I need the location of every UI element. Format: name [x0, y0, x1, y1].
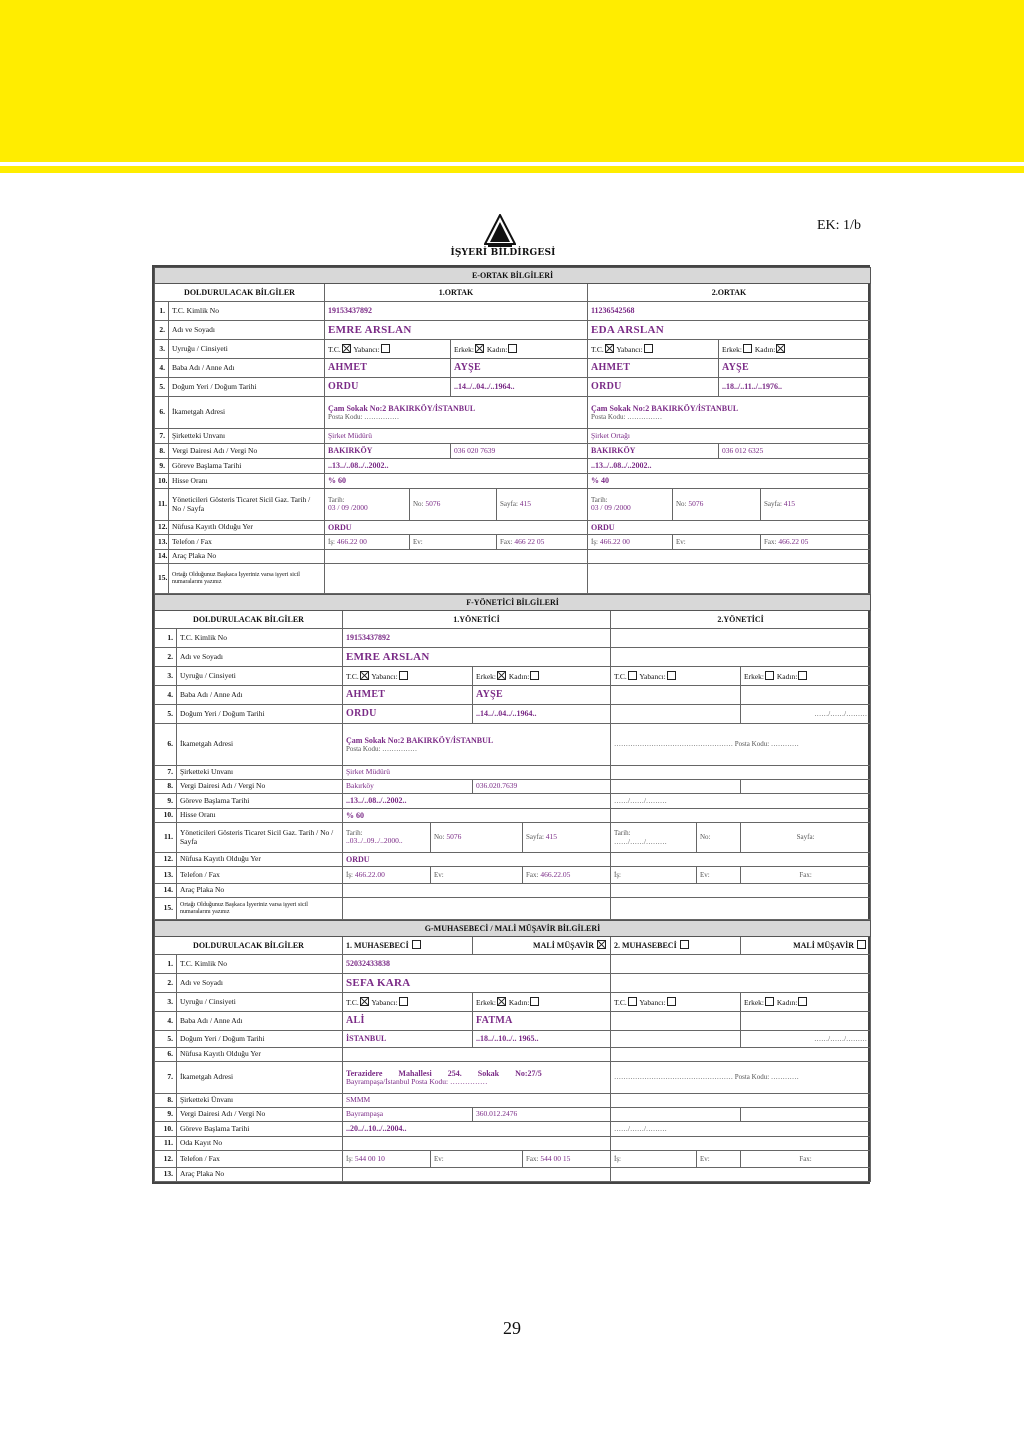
checkbox-icon — [680, 940, 689, 949]
muhasebeci2-phone: İş: — [611, 1151, 697, 1168]
muhasebeci2-birthplace — [611, 1031, 741, 1048]
ortak2-gazette-no: No: 5076 — [673, 489, 761, 521]
ortak1-gender: Erkek: Kadın: — [451, 340, 588, 359]
ortak2-phone: İş: 466.22 00 — [588, 535, 673, 550]
row-label: Nüfusa Kayıtlı Olduğu Yer — [169, 521, 325, 535]
ortak1-tc: 19153437892 — [325, 302, 588, 321]
yonetici1-gazette-no: No: 5076 — [431, 823, 523, 853]
top-yellow-banner — [0, 0, 1024, 162]
checkbox-icon — [628, 997, 637, 1006]
checkbox-checked-icon — [342, 344, 351, 353]
yonetici2-registry — [611, 853, 871, 867]
yonetici2-gazette-no: No: — [697, 823, 741, 853]
yonetici1-fax: Fax: 466.22.05 — [523, 867, 611, 884]
row-label: Yöneticileri Gösteris Ticaret Sicil Gaz. Tarih / No / Sayfa — [169, 489, 325, 521]
muhasebeci1-start-date: ..20../..10../..2004.. — [343, 1122, 611, 1137]
yonetici1-registry: ORDU — [343, 853, 611, 867]
checkbox-icon — [412, 940, 421, 949]
yonetici1-share: % 60 — [343, 809, 611, 823]
ortak1-mother: AYŞE — [451, 359, 588, 378]
checkbox-icon — [530, 671, 539, 680]
yonetici2-title — [611, 766, 871, 780]
yonetici1-title: Şirket Müdürü — [343, 766, 611, 780]
yonetici2-start-date: ……/……/……… — [611, 794, 871, 809]
checkbox-icon — [798, 671, 807, 680]
ortak2-gender: Erkek: Kadın: — [719, 340, 871, 359]
ortak2-registry: ORDU — [588, 521, 871, 535]
column-header-ortak-2: 2.ORTAK — [588, 284, 871, 302]
ortak1-plate — [325, 550, 588, 564]
checkbox-icon — [628, 671, 637, 680]
checkbox-checked-icon — [605, 344, 614, 353]
ortak1-start-date: ..13../..08../..2002.. — [325, 459, 588, 474]
yonetici1-mother: AYŞE — [473, 686, 611, 705]
column-header-yonetici-1: 1.YÖNETİCİ — [343, 611, 611, 629]
sgk-logo-icon — [484, 214, 516, 248]
muhasebeci2-gender: Erkek: Kadın: — [741, 993, 871, 1012]
form-title: İŞYERİ BİLDİRGESİ — [450, 248, 556, 258]
muhasebeci1-fax: Fax: 544 00 15 — [523, 1151, 611, 1168]
column-header-mali-musavir-1: MALİ MÜŞAVİR — [473, 937, 611, 955]
row-label: Ortağı Olduğunuz Başkaca İşyeriniz varsa işyeri sicil numaralarını yazınız — [177, 898, 343, 920]
ortak1-gazette-no: No: 5076 — [410, 489, 497, 521]
page-number: 29 — [503, 1318, 521, 1338]
muhasebeci2-fax: Fax: — [741, 1151, 871, 1168]
checkbox-icon — [857, 940, 866, 949]
row-label: İkametgah Adresi — [177, 1062, 343, 1094]
row-label: Vergi Dairesi Adı / Vergi No — [177, 1108, 343, 1122]
muhasebeci2-registry — [611, 1048, 871, 1062]
ortak2-title: Şirket Ortağı — [588, 429, 871, 444]
row-label: Vergi Dairesi Adı / Vergi No — [177, 780, 343, 794]
muhasebeci1-plate — [343, 1168, 611, 1182]
ortak2-gazette-date: Tarih: 03 / 09 /2000 — [588, 489, 673, 521]
ortak2-tax-no: 036 012 6325 — [719, 444, 871, 459]
yonetici2-mother — [741, 686, 871, 705]
row-label: Telefon / Fax — [169, 535, 325, 550]
ortak2-birthplace: ORDU — [588, 378, 719, 397]
row-label: Baba Adı / Anne Adı — [177, 686, 343, 705]
column-header-label: DOLDURULACAK BİLGİLER — [155, 611, 343, 629]
muhasebeci1-home: Ev: — [431, 1151, 523, 1168]
section-g-title: G-MUHASEBECİ / MALİ MÜŞAVİR BİLGİLERİ — [155, 921, 871, 937]
checkbox-icon — [381, 344, 390, 353]
yonetici2-birthplace — [611, 705, 741, 724]
ortak2-address: Çam Sokak No:2 BAKIRKÖY/İSTANBUL Posta Kodu: …………… — [588, 397, 871, 429]
row-label: T.C. Kimlik No — [177, 629, 343, 648]
muhasebeci1-address: Terazidere Mahallesi 254. Sokak No:27/5 Bayrampaşa/İstanbul Posta Kodu: …………… — [343, 1062, 611, 1094]
yonetici2-nationality: T.C. Yabancı: — [611, 667, 741, 686]
yonetici1-name: EMRE ARSLAN — [343, 648, 611, 667]
yonetici2-address: …………………………………………… Posta Kodu: ………… — [611, 724, 871, 766]
column-header-yonetici-2: 2.YÖNETİCİ — [611, 611, 871, 629]
row-label: Ortağı Olduğunuz Başkaca İşyeriniz varsa işyeri sicil numaralarını yazınız — [169, 564, 325, 594]
ortak1-share: % 60 — [325, 474, 588, 489]
muhasebeci2-name — [611, 974, 871, 993]
yonetici2-share — [611, 809, 871, 823]
checkbox-icon — [667, 671, 676, 680]
muhasebeci1-phone: İş: 544 00 10 — [343, 1151, 431, 1168]
yonetici2-plate — [611, 884, 871, 898]
muhasebeci2-chamber-no — [611, 1137, 871, 1151]
muhasebeci1-tax-no: 360.012.2476 — [473, 1108, 611, 1122]
row-label: Telefon / Fax — [177, 867, 343, 884]
yonetici2-fax: Fax: — [741, 867, 871, 884]
row-label: Telefon / Fax — [177, 1151, 343, 1168]
column-header-muhasebeci-1: 1. MUHASEBECİ — [343, 937, 473, 955]
section-g-table: G-MUHASEBECİ / MALİ MÜŞAVİR BİLGİLERİ DOLDURULACAK BİLGİLER 1. MUHASEBECİ MALİ MÜŞAVİR 2. MUHASEBECİ MALİ MÜŞAVİR 1. T.C. Kimlik No 52032433838 2. Adı ve Soyadı SEFA KARA 3. Uyruğu / Cinsiyeti T.C. Yabancı: Erkek: Kadın: T.C. Yabancı: Erkek: Kadın: 4. Baba Adı / Anne Adı ALİ FATMA 5. Doğum Yeri / Doğum Tarihi İSTANBUL ..18../..10../.. 1965.. ……/……/……… 6. Nüfusa Kayıtlı Olduğu Yer 7. İkametgah Adresi Terazidere Mahallesi 254. Sokak No:27/5 Bayrampaşa/İstanbul Posta Kodu: …………… …………………………………………… Posta Kodu: ………… 8. Şirketteki Ünvanı SMMM 9. Vergi Dairesi Adı / Vergi No Bayrampaşa 360.012.2476 10. Göreve Başlama Tarihi ..20../..10../..2004.. ……/……/……… 11. Oda Kayıt No 12. Telefon / Fax İş: 544 00 10 Ev: Fax: 544 00 15 İş: Ev: Fax: 13. Araç Plaka No — [154, 920, 871, 1182]
checkbox-icon — [399, 997, 408, 1006]
row-label: Doğum Yeri / Doğum Tarihi — [169, 378, 325, 397]
ortak2-share: % 40 — [588, 474, 871, 489]
ortak1-father: AHMET — [325, 359, 451, 378]
column-header-muhasebeci-2: 2. MUHASEBECİ — [611, 937, 741, 955]
yonetici1-tax-office: Bakırköy — [343, 780, 473, 794]
row-label: Uyruğu / Cinsiyeti — [177, 667, 343, 686]
section-e-title: E-ORTAK BİLGİLERİ — [155, 268, 871, 284]
yonetici1-gender: Erkek: Kadın: — [473, 667, 611, 686]
checkbox-checked-icon — [360, 997, 369, 1006]
muhasebeci2-address: …………………………………………… Posta Kodu: ………… — [611, 1062, 871, 1094]
muhasebeci1-birthplace: İSTANBUL — [343, 1031, 473, 1048]
row-label: Araç Plaka No — [177, 1168, 343, 1182]
ortak2-gazette-page: Sayfa: 415 — [761, 489, 871, 521]
section-f-table: F-YÖNETİCİ BİLGİLERİ DOLDURULACAK BİLGİLER 1.YÖNETİCİ 2.YÖNETİCİ 1. T.C. Kimlik No 19153437892 2. Adı ve Soyadı EMRE ARSLAN 3. Uyruğu / Cinsiyeti T.C. Yabancı: Erkek: Kadın: T.C. Yabancı: Erkek: Kadın: 4. Baba Adı / Anne Adı AHMET AYŞE 5. Doğum Yeri / Doğum Tarihi ORDU ..14../..04../..1964.. ……/……/……… 6. İkametgah Adresi Çam Sokak No:2 BAKIRKÖY/İSTANBUL Posta Kodu: …………… …………………………………………… Posta Kodu: ………… 7. Şirketteki Unvanı Şirket Müdürü 8. Vergi Dairesi Adı / Vergi No Bakırköy 036.020.7639 9. Göreve Başlama Tarihi ..13../..08../..2002.. ……/……/……… 10. Hisse Oranı % 60 11. Yöneticileri Gösteris Ticaret Sicil Gaz. Tarih / No / Sayfa Tarih: ..03../..09../..2000.. No: 5076 Sayfa: 415 Tarih: ……/……/……… No: Sayfa: 12. Nüfusa Kayıtlı Olduğu Yer ORDU 13. Telefon / Fax İş: 466.22.00 Ev: Fax: 466.22.05 İş: Ev: Fax: 14. Araç Plaka No 15. Ortağı Olduğunuz Başkaca İşyeriniz varsa işyeri sicil numaralarını yazınız — [154, 594, 871, 920]
yonetici1-gazette-date: Tarih: ..03../..09../..2000.. — [343, 823, 431, 853]
ortak2-fax: Fax: 466.22 05 — [761, 535, 871, 550]
ortak1-gazette-page: Sayfa: 415 — [497, 489, 588, 521]
ortak1-nationality: T.C. Yabancı: — [325, 340, 451, 359]
ortak2-start-date: ..13../..08../..2002.. — [588, 459, 871, 474]
ortak2-mother: AYŞE — [719, 359, 871, 378]
ortak2-other-workplaces — [588, 564, 871, 594]
section-e-table: E-ORTAK BİLGİLERİ DOLDURULACAK BİLGİLER 1.ORTAK 2.ORTAK 1. T.C. Kimlik No 19153437892 11236542568 2. Adı ve Soyadı EMRE ARSLAN EDA ARSLAN 3. Uyruğu / Cinsiyeti T.C. Yabancı: Erkek: Kadın: T.C. Yabancı: Erkek: Kadın: 4. Baba Adı / Anne Adı AHMET AYŞE AHMET AYŞE 5. Doğum Yeri / Doğum Tarihi ORDU ..14../..04../..1964.. ORDU ..18../..11../..1976.. 6. İkametgah Adresi Çam Sokak No:2 BAKIRKÖY/İSTANBUL Posta Kodu: …………… Çam Sokak No:2 BAKIRKÖY/İSTANBUL Posta Kodu: …………… 7. Şirketteki Unvanı Şirket Müdürü Şirket Ortağı 8. Vergi Dairesi Adı / Vergi No BAKIRKÖY 036 020 7639 BAKIRKÖY 036 012 6325 9. Göreve Başlama Tarihi ..13../..08../..2002.. ..13../..08../..2002.. 10. Hisse Oranı % 60 % 40 11. Yöneticileri Gösteris Ticaret Sicil Gaz. Tarih / No / Sayfa Tarih: 03 / 09 /2000 No: 5076 Sayfa: 415 Tarih: 03 / 09 /2000 No: 5076 Sayfa: 415 12. Nüfusa Kayıtlı Olduğu Yer ORDU ORDU 13. Telefon / Fax İş: 466.22 00 Ev: Fax: 466 22 05 İş: 466.22 00 Ev: Fax: 466.22 05 14. Araç Plaka No 15. Ortağı Olduğunuz Başkaca İşyeriniz varsa işyeri sicil numaralarını yazınız — [154, 267, 871, 594]
checkbox-checked-icon — [497, 671, 506, 680]
muhasebeci1-name: SEFA KARA — [343, 974, 611, 993]
ortak1-other-workplaces — [325, 564, 588, 594]
row-label: Adı ve Soyadı — [169, 321, 325, 340]
yonetici2-gazette-date: Tarih: ……/……/……… — [611, 823, 697, 853]
muhasebeci1-tc: 52032433838 — [343, 955, 611, 974]
muhasebeci2-father — [611, 1012, 741, 1031]
row-label: Doğum Yeri / Doğum Tarihi — [177, 705, 343, 724]
ortak1-gazette-date: Tarih: 03 / 09 /2000 — [325, 489, 410, 521]
yonetici2-tax-office — [611, 780, 741, 794]
ortak2-father: AHMET — [588, 359, 719, 378]
row-label: Adı ve Soyadı — [177, 974, 343, 993]
yonetici1-father: AHMET — [343, 686, 473, 705]
muhasebeci1-gender: Erkek: Kadın: — [473, 993, 611, 1012]
row-label: Baba Adı / Anne Adı — [177, 1012, 343, 1031]
checkbox-checked-icon — [360, 671, 369, 680]
muhasebeci1-title: SMMM — [343, 1094, 611, 1108]
yellow-stripe — [0, 166, 1024, 173]
yonetici2-home: Ev: — [697, 867, 741, 884]
yonetici2-gazette-page: Sayfa: — [741, 823, 871, 853]
yonetici2-name — [611, 648, 871, 667]
row-label: Vergi Dairesi Adı / Vergi No — [169, 444, 325, 459]
ortak2-birthdate: ..18../..11../..1976.. — [719, 378, 871, 397]
muhasebeci2-nationality: T.C. Yabancı: — [611, 993, 741, 1012]
yonetici2-other-workplaces — [611, 898, 871, 920]
row-label: Hisse Oranı — [177, 809, 343, 823]
yonetici1-address: Çam Sokak No:2 BAKIRKÖY/İSTANBUL Posta Kodu: …………… — [343, 724, 611, 766]
ortak1-name: EMRE ARSLAN — [325, 321, 588, 340]
yonetici2-tax-no — [741, 780, 871, 794]
ortak2-name: EDA ARSLAN — [588, 321, 871, 340]
checkbox-checked-icon — [497, 997, 506, 1006]
yonetici2-gender: Erkek: Kadın: — [741, 667, 871, 686]
row-label: Nüfusa Kayıtlı Olduğu Yer — [177, 1048, 343, 1062]
row-label: Yöneticileri Gösteris Ticaret Sicil Gaz. Tarih / No / Sayfa — [177, 823, 343, 853]
muhasebeci1-father: ALİ — [343, 1012, 473, 1031]
row-label: Şirketteki Unvanı — [177, 766, 343, 780]
checkbox-icon — [667, 997, 676, 1006]
yonetici2-birthdate: ……/……/……… — [741, 705, 871, 724]
ortak1-birthplace: ORDU — [325, 378, 451, 397]
row-label: Araç Plaka No — [169, 550, 325, 564]
row-label: Şirketteki Ünvanı — [177, 1094, 343, 1108]
row-label: T.C. Kimlik No — [177, 955, 343, 974]
muhasebeci2-tc — [611, 955, 871, 974]
attachment-label: EK: 1/b — [817, 218, 861, 233]
checkbox-icon — [644, 344, 653, 353]
row-label: Nüfusa Kayıtlı Olduğu Yer — [177, 853, 343, 867]
column-header-mali-musavir-2: MALİ MÜŞAVİR — [741, 937, 871, 955]
row-label: İkametgah Adresi — [177, 724, 343, 766]
row-label: İkametgah Adresi — [169, 397, 325, 429]
yonetici2-father — [611, 686, 741, 705]
ortak1-registry: ORDU — [325, 521, 588, 535]
muhasebeci2-tax-office — [611, 1108, 741, 1122]
yonetici1-home: Ev: — [431, 867, 523, 884]
ortak2-plate — [588, 550, 871, 564]
row-label: Uyruğu / Cinsiyeti — [169, 340, 325, 359]
yonetici1-nationality: T.C. Yabancı: — [343, 667, 473, 686]
muhasebeci1-birthdate: ..18../..10../.. 1965.. — [473, 1031, 611, 1048]
section-f-title: F-YÖNETİCİ BİLGİLERİ — [155, 595, 871, 611]
row-label: Baba Adı / Anne Adı — [169, 359, 325, 378]
ortak2-home: Ev: — [673, 535, 761, 550]
muhasebeci1-mother: FATMA — [473, 1012, 611, 1031]
ortak2-tax-office: BAKIRKÖY — [588, 444, 719, 459]
ortak1-fax: Fax: 466 22 05 — [497, 535, 588, 550]
checkbox-icon — [765, 997, 774, 1006]
row-label: Göreve Başlama Tarihi — [169, 459, 325, 474]
ortak1-title: Şirket Müdürü — [325, 429, 588, 444]
yonetici2-tc — [611, 629, 871, 648]
row-label: Doğum Yeri / Doğum Tarihi — [177, 1031, 343, 1048]
row-label: Araç Plaka No — [177, 884, 343, 898]
muhasebeci1-registry — [343, 1048, 611, 1062]
yonetici1-tc: 19153437892 — [343, 629, 611, 648]
muhasebeci1-chamber-no — [343, 1137, 611, 1151]
column-header-label: DOLDURULACAK BİLGİLER — [155, 284, 325, 302]
yonetici1-birthdate: ..14../..04../..1964.. — [473, 705, 611, 724]
muhasebeci2-mother — [741, 1012, 871, 1031]
yonetici1-other-workplaces — [343, 898, 611, 920]
checkbox-icon — [530, 997, 539, 1006]
muhasebeci2-birthdate: ……/……/……… — [741, 1031, 871, 1048]
muhasebeci1-nationality: T.C. Yabancı: — [343, 993, 473, 1012]
muhasebeci1-tax-office: Bayrampaşa — [343, 1108, 473, 1122]
row-label: Oda Kayıt No — [177, 1137, 343, 1151]
yonetici1-tax-no: 036.020.7639 — [473, 780, 611, 794]
checkbox-checked-icon — [597, 940, 606, 949]
ortak2-tc: 11236542568 — [588, 302, 871, 321]
yonetici2-phone: İş: — [611, 867, 697, 884]
column-header-ortak-1: 1.ORTAK — [325, 284, 588, 302]
yonetici1-phone: İş: 466.22.00 — [343, 867, 431, 884]
muhasebeci2-home: Ev: — [697, 1151, 741, 1168]
checkbox-icon — [798, 997, 807, 1006]
checkbox-icon — [508, 344, 517, 353]
yonetici1-start-date: ..13../..08../..2002.. — [343, 794, 611, 809]
row-label: Adı ve Soyadı — [177, 648, 343, 667]
muhasebeci2-plate — [611, 1168, 871, 1182]
ortak1-address: Çam Sokak No:2 BAKIRKÖY/İSTANBUL Posta Kodu: …………… — [325, 397, 588, 429]
ortak2-nationality: T.C. Yabancı: — [588, 340, 719, 359]
row-label: Hisse Oranı — [169, 474, 325, 489]
checkbox-checked-icon — [475, 344, 484, 353]
form-container — [152, 265, 870, 1184]
checkbox-checked-icon — [776, 344, 785, 353]
column-header-label: DOLDURULACAK BİLGİLER — [155, 937, 343, 955]
muhasebeci2-title — [611, 1094, 871, 1108]
ortak1-birthdate: ..14../..04../..1964.. — [451, 378, 588, 397]
ortak1-home: Ev: — [410, 535, 497, 550]
ortak1-tax-no: 036 020 7639 — [451, 444, 588, 459]
yonetici1-plate — [343, 884, 611, 898]
yonetici1-birthplace: ORDU — [343, 705, 473, 724]
row-label: Göreve Başlama Tarihi — [177, 1122, 343, 1137]
checkbox-icon — [399, 671, 408, 680]
row-label: Şirketteki Unvanı — [169, 429, 325, 444]
yonetici1-gazette-page: Sayfa: 415 — [523, 823, 611, 853]
ortak1-phone: İş: 466.22 00 — [325, 535, 410, 550]
muhasebeci2-tax-no — [741, 1108, 871, 1122]
row-label: T.C. Kimlik No — [169, 302, 325, 321]
row-label: Uyruğu / Cinsiyeti — [177, 993, 343, 1012]
muhasebeci2-start-date: ……/……/……… — [611, 1122, 871, 1137]
checkbox-icon — [743, 344, 752, 353]
row-label: Göreve Başlama Tarihi — [177, 794, 343, 809]
checkbox-icon — [765, 671, 774, 680]
ortak1-tax-office: BAKIRKÖY — [325, 444, 451, 459]
